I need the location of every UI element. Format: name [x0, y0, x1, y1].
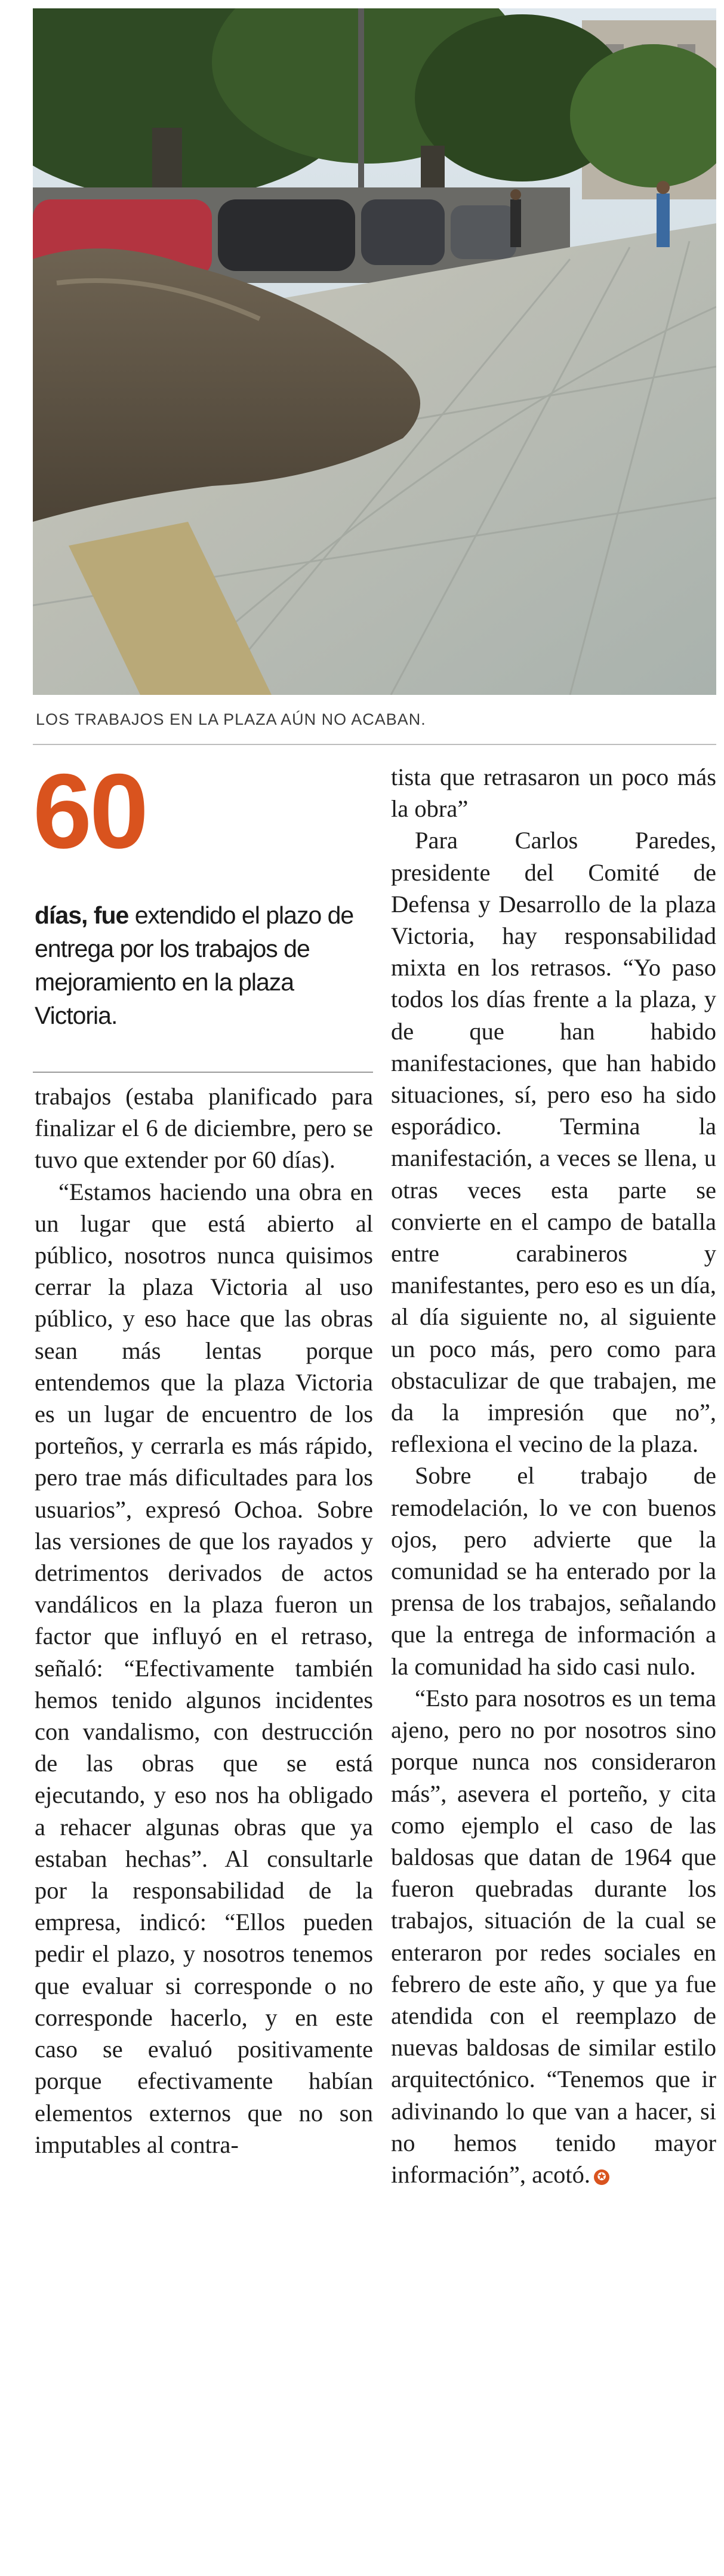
left-paragraph-1: trabajos (estaba planificado para finalizar el 6 de diciembre, pero se tuvo que extender por 60 días).	[35, 1083, 373, 1174]
left-column	[35, 1081, 373, 2160]
highlight-bold-lead: días, fue	[35, 901, 129, 929]
caption-divider	[33, 744, 716, 745]
highlight-text	[35, 898, 369, 1032]
highlight-divider	[33, 1072, 373, 1073]
right-paragraph-3: Sobre el trabajo de remodelación, lo ve con buenos ojos, pero advierte que la comunidad se ha enterado por la prensa de los trabajos, señalando que la entrega de información a la comunidad ha sido casi nulo.	[391, 1462, 716, 1680]
highlight-number: 60	[33, 752, 146, 870]
plaza-photo-illustration	[33, 8, 716, 695]
plaza-photo	[33, 8, 716, 695]
article-end-icon: ✪	[594, 2169, 609, 2185]
right-paragraph-4	[391, 1682, 716, 2190]
left-paragraph-2: “Estamos haciendo una obra en un lugar que está abierto al público, nosotros nunca quisimos cerrar la plaza Victoria al uso público, y eso hace que las obras sean más lentas porque entendemos que la plaza Victoria es un lugar de encuentro de los porteños, y cerrarla es más rápido, pero trae más dificultades para los usuarios”, expresó Ochoa. Sobre las versiones de que los rayados y detrimentos derivados de actos vandálicos en la plaza fueron un factor que influyó en el retraso, señaló: “Efectivamente también hemos tenido algunos incidentes con vandalismo, con destrucción de las obras que se está ejecutando, y eso nos ha obligado a rehacer algunas obras que ya estaban hechas”. Al consultarle por la responsabilidad de la empresa, indicó: “Ellos pueden pedir el plazo, y nosotros tenemos que evaluar si corresponde o no corresponde hacerlo, y en este caso se evaluó positivamente porque efectivamente habían elementos externos que no son imputables al contra-	[35, 1178, 373, 2158]
right-paragraph-4-text: “Esto para nosotros es un tema ajeno, pero no por nosotros sino porque nunca nos consideraron más”, asevera el porteño, y cita como ejemplo el caso de las baldosas que datan de 1964 que fueron quebradas durante los trabajos, situación de la cual se enteraron por redes sociales en febrero de este año, y que ya fue atendida con el reemplazo de nuevas baldosas de similar estilo arquitectónico. “Tenemos que ir adivinando lo que van a hacer, si no hemos tenido mayor información”, acotó.	[391, 1684, 716, 2188]
highlight-body: extendido el plazo de entrega por los trabajos de mejoramiento en la plaza Victoria.	[35, 901, 354, 1029]
right-paragraph-2: Para Carlos Paredes, presidente del Comité de Defensa y Desarrollo de la plaza Victoria, hay responsabilidad mixta en los retrasos. “Yo paso todos los días frente a la plaza, y de que han habido manifestaciones, que han habido situaciones, sí, pero eso ha sido esporádico. Termina la manifestación, a veces se llena, u otras veces esta parte se convierte en el campo de batalla entre carabineros y manifestantes, pero eso es un día, al día siguiente no, al siguiente un poco más, pero como para obstaculizar de que trabajen, me da la impresión que no”, reflexiona el vecino de la plaza.	[391, 827, 716, 1458]
photo-caption: LOS TRABAJOS EN LA PLAZA AÚN NO ACABAN.	[36, 710, 426, 728]
right-paragraph-1: tista que retrasaron un poco más la obra”	[391, 764, 716, 823]
right-column	[391, 761, 716, 2190]
